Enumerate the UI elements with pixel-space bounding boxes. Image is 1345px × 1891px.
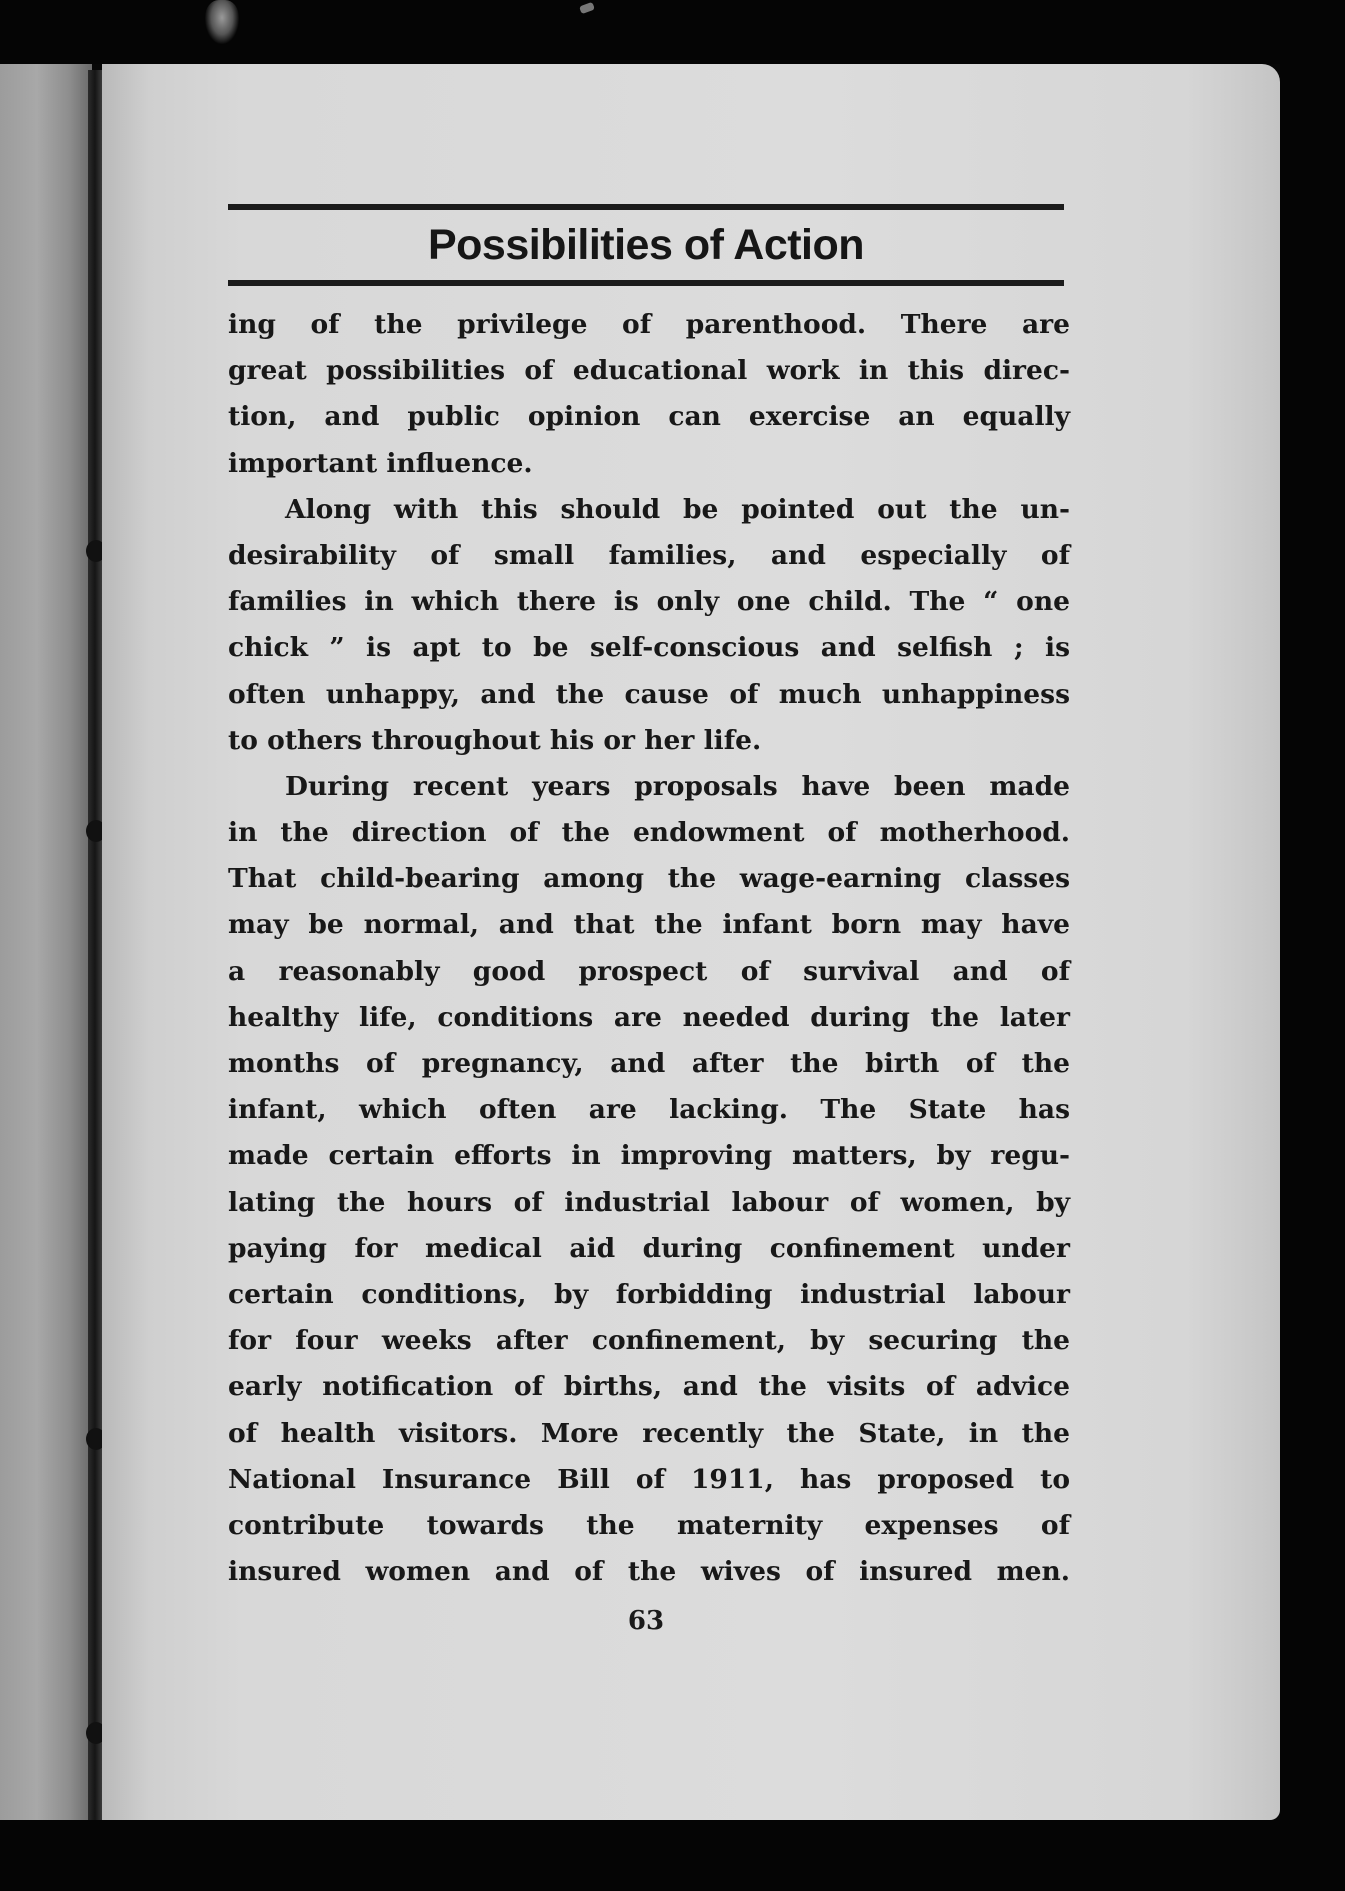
text-line: healthy life, conditions are needed during the later (228, 1001, 1070, 1033)
page-number: 63 (627, 1606, 665, 1636)
book-spine (88, 70, 102, 1820)
text-line: desirability of small families, and especially of (228, 539, 1070, 571)
paragraph (228, 302, 1070, 487)
scan-right-border (1280, 0, 1345, 1891)
text-line: important influence. (228, 447, 533, 479)
text-line: of health visitors. More recently the State, in the (228, 1417, 1070, 1449)
body-text (228, 302, 1070, 1595)
text-line: During recent years proposals have been made (285, 770, 1070, 802)
text-line: months of pregnancy, and after the birth of the (228, 1048, 1070, 1079)
text-line: in the direction of the endowment of motherhood. (228, 817, 1070, 849)
text-line: infant, which often are lacking. The State has (228, 1094, 1070, 1126)
text-line: contribute towards the maternity expenses of (228, 1509, 1070, 1541)
text-line: made certain efforts in improving matters, by regu- (228, 1140, 1070, 1172)
text-line: National Insurance Bill of 1911, has proposed to (228, 1463, 1070, 1495)
running-header: Possibilities of Action (427, 221, 865, 269)
header-rule-top (228, 204, 1064, 210)
text-line: lating the hours of industrial labour of women, by (228, 1186, 1070, 1218)
facing-page-edge (0, 64, 92, 1820)
text-line: chick ” is apt to be self-conscious and selfish ; is (228, 632, 1070, 664)
text-line: may be normal, and that the infant born may have (228, 909, 1070, 941)
text-line: tion, and public opinion can exercise an equally (228, 401, 1070, 433)
paragraph (228, 487, 1070, 764)
text-line: great possibilities of educational work in this direc- (228, 355, 1070, 387)
text-line: to others throughout his or her life. (228, 724, 762, 756)
text-line: That child-bearing among the wage-earning classes (228, 863, 1070, 895)
text-line: families in which there is only one child. The “ one (228, 586, 1070, 618)
text-line: for four weeks after confinement, by securing the (228, 1325, 1070, 1357)
scan-dust-mark (205, 0, 239, 44)
paragraph (228, 764, 1070, 1595)
text-line: ing of the privilege of parenthood. There are (228, 309, 1070, 340)
scan-bottom-border (0, 1820, 1345, 1891)
text-line: a reasonably good prospect of survival and of (228, 955, 1070, 987)
text-line: certain conditions, by forbidding industrial labour (228, 1278, 1070, 1310)
text-line: Along with this should be pointed out the un- (285, 493, 1070, 525)
text-line: often unhappy, and the cause of much unhappiness (228, 678, 1070, 710)
text-line: paying for medical aid during confinement under (228, 1232, 1070, 1264)
text-line: early notification of births, and the visits of advice (228, 1371, 1070, 1403)
scan-top-border (0, 0, 1345, 64)
text-line: insured women and of the wives of insured men. (228, 1556, 1070, 1588)
header-rule-bottom (228, 280, 1064, 286)
